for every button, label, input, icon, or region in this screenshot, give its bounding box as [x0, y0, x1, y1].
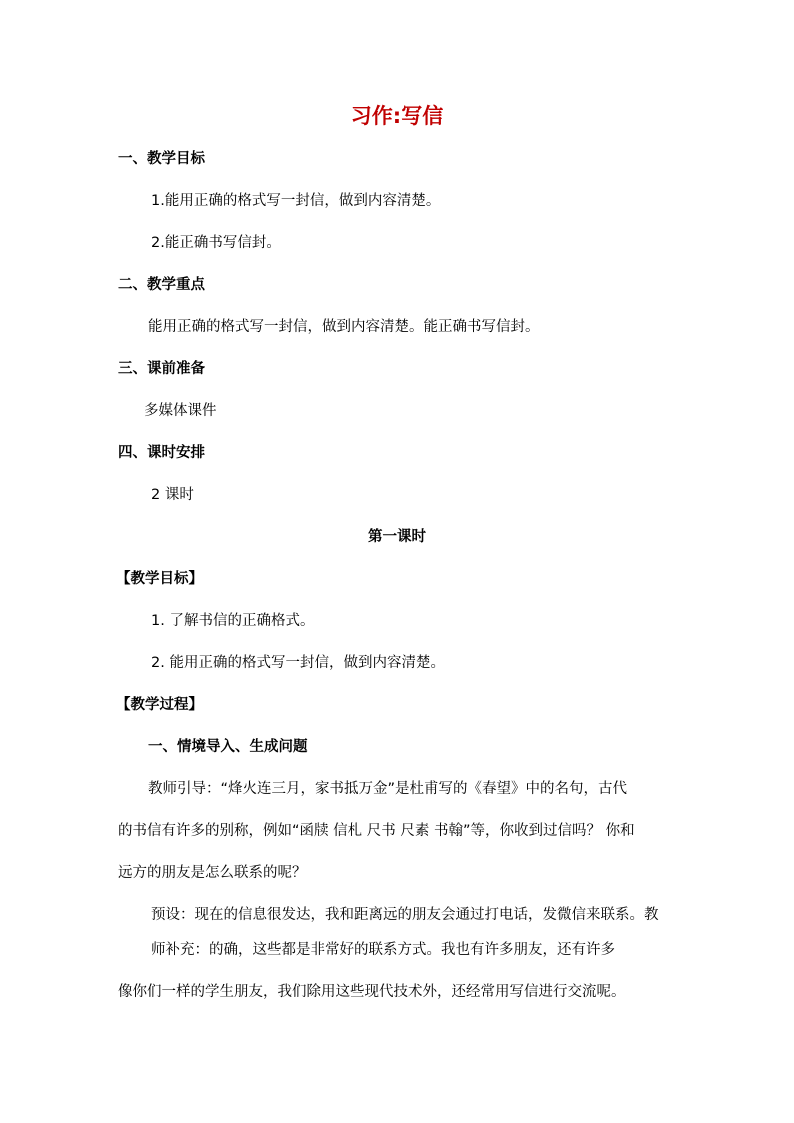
- paragraph1-line1: 教师引导：“烽火连三月，家书抵万金”是杜甫写的《春望》中的名句，古代: [148, 781, 628, 797]
- paragraph2-line3: 像你们一样的学生朋友，我们除用这些现代技术外，还经常用写信进行交流呢。: [118, 984, 626, 1000]
- lesson-goal-item-1: 1. 了解书信的正确格式。: [151, 613, 315, 629]
- section-heading-preparation: 三、课前准备: [118, 361, 205, 377]
- section-heading-teaching-goals: 一、教学目标: [118, 151, 205, 167]
- goal-item-1: 1.能用正确的格式写一封信，做到内容清楚。: [151, 193, 441, 209]
- goal-item-2: 2.能正确书写信封。: [151, 235, 281, 251]
- document-title: 习作:写信: [350, 104, 444, 128]
- lesson-heading: 第一课时: [368, 529, 426, 545]
- key-points-text: 能用正确的格式写一封信，做到内容清楚。能正确书写信封。: [148, 319, 540, 335]
- paragraph2-line1: 预设：现在的信息很发达，我和距离远的朋友会通过打电话，发微信来联系。教: [151, 907, 659, 923]
- paragraph1-line2: 的书信有许多的别称，例如“函牍 信札 尺书 尺素 书翰”等，你收到过信吗？ 你和: [118, 823, 635, 839]
- paragraph2-line2: 师补充：的确，这些都是非常好的联系方式。我也有许多朋友，还有许多: [151, 942, 615, 958]
- section-heading-key-points: 二、教学重点: [118, 277, 205, 293]
- paragraph1-line3: 远方的朋友是怎么联系的呢？: [118, 865, 307, 881]
- lesson-goals-heading: 【教学目标】: [116, 571, 203, 587]
- step1-heading: 一、情境导入、生成问题: [148, 739, 308, 755]
- preparation-text: 多媒体课件: [144, 403, 217, 419]
- schedule-text: 2 课时: [151, 487, 194, 503]
- section-heading-schedule: 四、课时安排: [118, 445, 205, 461]
- lesson-process-heading: 【教学过程】: [116, 697, 203, 713]
- lesson-goal-item-2: 2. 能用正确的格式写一封信，做到内容清楚。: [151, 655, 445, 671]
